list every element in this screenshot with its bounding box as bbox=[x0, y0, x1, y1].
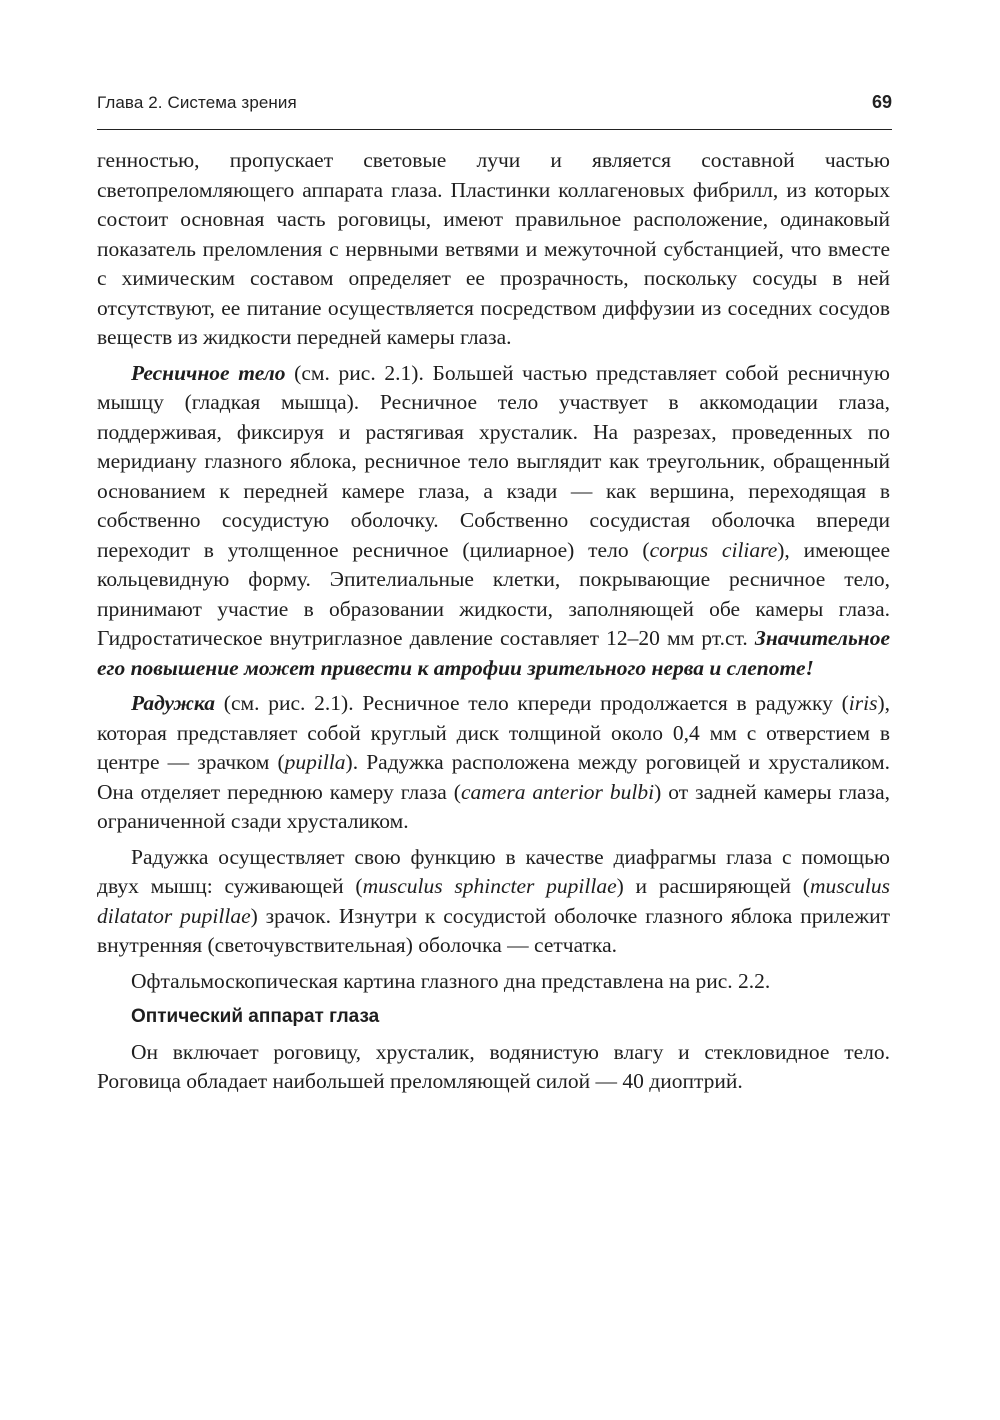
paragraph-text: (см. рис. 2.1). Большей частью представляет собой ресничную мышцу (гладкая мышца). Ресничное тело участвует в аккомодации глаза, поддерживая, фиксируя и растягивая хрусталик. На разрезах, проведенных по меридиану глазного яблока, ресничное тело выглядит как треугольник, обращенный основанием к передней камере глаза, а кзади — как вершина, переходящая в собственно сосудистую оболочку. Собственно сосудистая оболочка впереди переходит в утолщенное ресничное (цилиарное) тело ( bbox=[97, 360, 890, 562]
warning-note: Значительное его повышение может привести к атрофии зрительного нерва и слепоте! bbox=[97, 626, 890, 680]
latin-term: corpus ciliare bbox=[649, 537, 778, 562]
latin-term: musculus sphincter pupillae bbox=[362, 874, 617, 898]
latin-term: pupilla bbox=[284, 750, 346, 774]
running-head bbox=[97, 90, 892, 120]
latin-term: camera anterior bulbi bbox=[460, 779, 655, 804]
paragraph-text: Офтальмоскопическая картина глазного дна представлена на рис. 2.2. bbox=[131, 968, 771, 993]
latin-term: iris bbox=[848, 691, 878, 715]
paragraph-text: ) и расширяющей ( bbox=[616, 874, 810, 898]
page-number: 69 bbox=[871, 92, 892, 112]
term-ciliary-body: Ресничное тело bbox=[131, 360, 286, 385]
section-heading: Оптический аппарат глаза bbox=[131, 1006, 380, 1027]
header-rule bbox=[97, 129, 892, 130]
chapter-title: Глава 2. Система зрения bbox=[97, 93, 297, 112]
body-text bbox=[97, 146, 890, 1097]
paragraph-text: генностью, пропускает световые лучи и является составной частью светопреломляющего аппарата глаза. Пластинки коллагеновых фибрилл, из которых состоит основная часть роговицы, имеют правильное расположение, одинаковый показатель преломления с нервными ветвями и межуточной субстанцией, что вместе с химическим составом определяет ее прозрачность, поскольку сосуды в ней отсутствуют, ее питание осуществляется посредством диффузии из соседних сосудов веществ из жидкости передней камеры глаза. bbox=[97, 148, 890, 349]
paragraph-text: (см. рис. 2.1). Ресничное тело кпереди продолжается в радужку ( bbox=[215, 691, 849, 715]
paragraph-iris bbox=[97, 689, 890, 837]
paragraph-ciliary-body bbox=[97, 359, 890, 684]
latin-term: musculus dilatator pupillae bbox=[97, 874, 890, 928]
paragraph-text: ), которая представляет собой круглый диск толщиной около 0,4 мм с отверстием в центре — зрачком ( bbox=[97, 691, 890, 774]
paragraph-cornea-continued bbox=[97, 146, 890, 353]
paragraph-text: ), имеющее кольцевидную форму. Эпителиальные клетки, покрывающие ресничное тело, принимают участие в образовании жидкости, заполняющей обе камеры глаза. Гидростатическое внутриглазное давление составляет 12–20 мм рт.ст. bbox=[97, 537, 890, 650]
term-iris: Радужка bbox=[131, 691, 216, 715]
paragraph-text: ) зрачок. Изнутри к сосудистой оболочке глазного яблока прилежит внутренняя (светочувствительная) оболочка — сетчатка. bbox=[97, 903, 890, 957]
paragraph-text: Радужка осуществляет свою функцию в качестве диафрагмы глаза с помощью двух мышц: суживающей ( bbox=[97, 844, 890, 898]
paragraph-ophthalmoscopy bbox=[97, 967, 890, 997]
paragraph-optical-apparatus bbox=[97, 1038, 890, 1097]
paragraph-text: Он включает роговицу, хрусталик, водянистую влагу и стекловидное тело. Роговица обладает наибольшей преломляющей силой — 40 диоптрий. bbox=[97, 1039, 890, 1093]
paragraph-text: ). Радужка расположена между роговицей и хрусталиком. Она отделяет переднюю камеру глаза ( bbox=[97, 750, 891, 804]
paragraph-text: ) от задней камеры глаза, ограниченной сзади хрусталиком. bbox=[97, 779, 890, 833]
paragraph-iris-function bbox=[97, 843, 890, 961]
